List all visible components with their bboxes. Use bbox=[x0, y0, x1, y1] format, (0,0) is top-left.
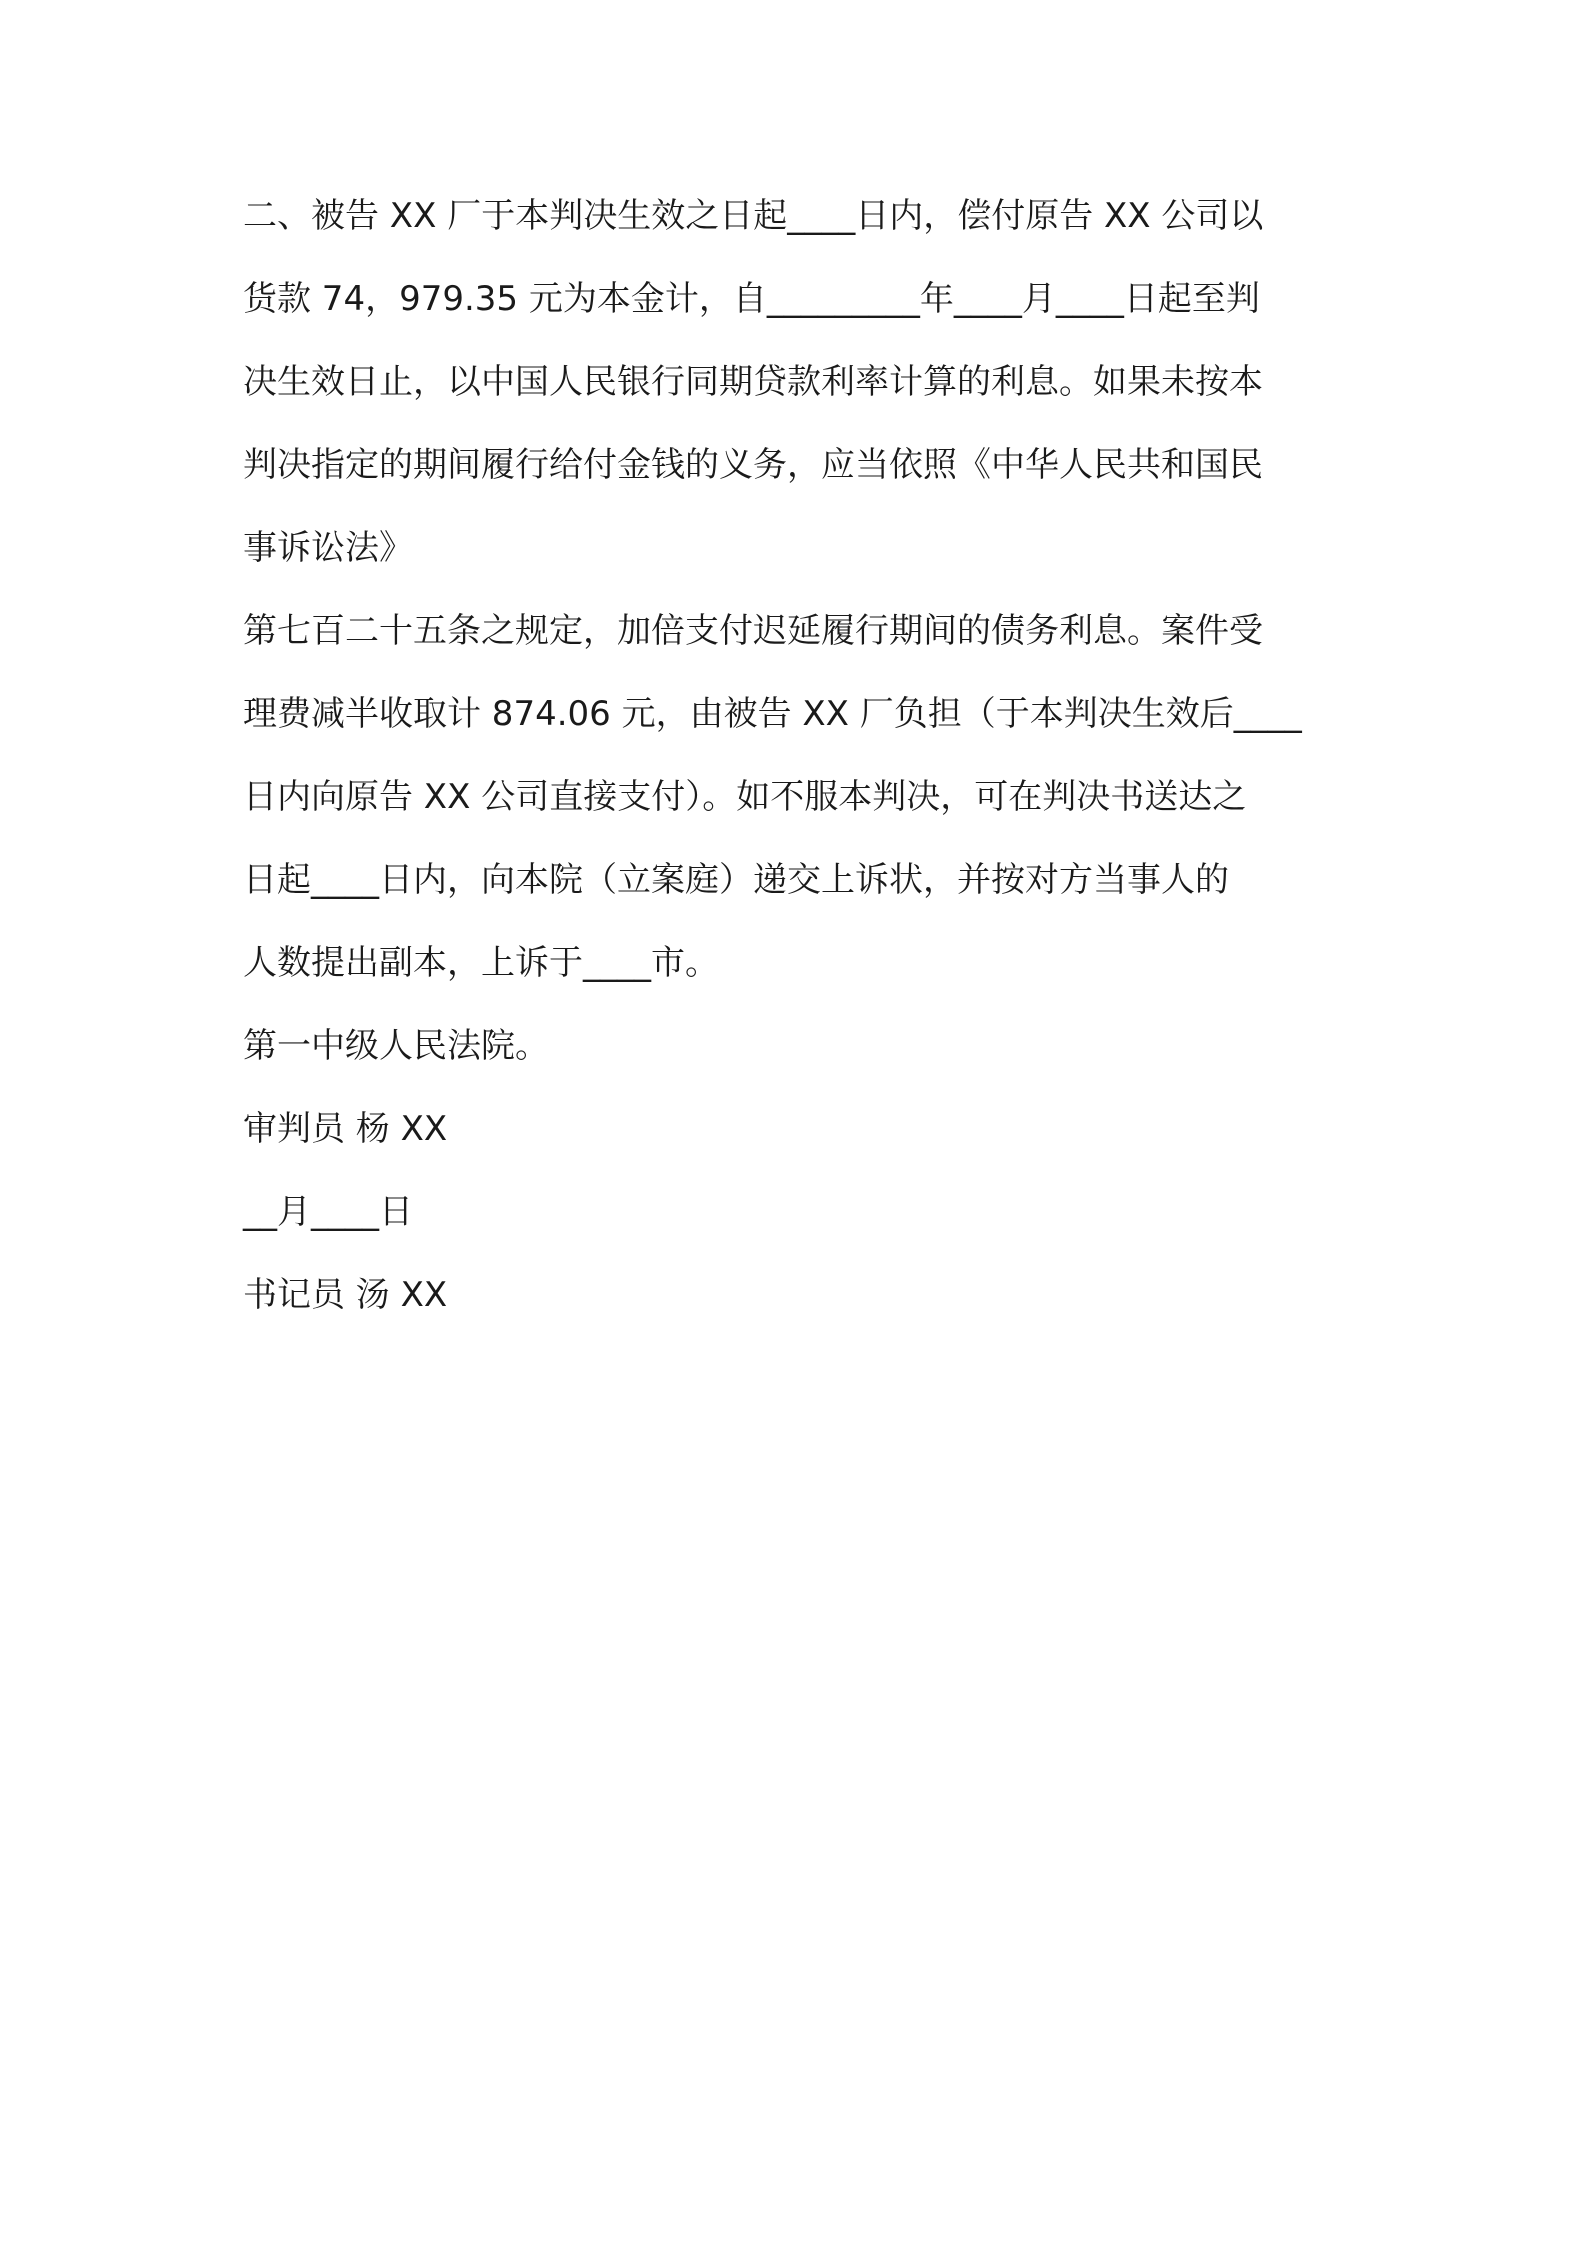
court-name: 第一中级人民法院。 bbox=[243, 1026, 549, 1066]
text-line: 货款 74，979.35 元为本金计，自_________年____月____日起至判 bbox=[243, 279, 1260, 319]
text-line: 理费减半收取计 874.06 元，由被告 XX 厂负担（于本判决生效后____ bbox=[243, 694, 1302, 734]
judgment-text bbox=[243, 196, 1363, 1315]
text-line: 决生效日止，以中国人民银行同期贷款利率计算的利息。如果未按本 bbox=[243, 362, 1263, 402]
text-line: 日内向原告 XX 公司直接支付）。如不服本判决，可在判决书送达之 bbox=[243, 777, 1247, 817]
text-line: 日起____日内，向本院（立案庭）递交上诉状，并按对方当事人的 bbox=[243, 860, 1229, 900]
clerk-signature-line: 书记员 汤 XX bbox=[243, 1275, 448, 1315]
text-line: 判决指定的期间履行给付金钱的义务，应当依照《中华人民共和国民 bbox=[243, 445, 1263, 485]
text-line: 事诉讼法》 bbox=[243, 528, 413, 568]
judge-signature-line: 审判员 杨 XX bbox=[243, 1109, 448, 1149]
text-line: 人数提出副本，上诉于____市。 bbox=[243, 943, 719, 983]
text-line: 第七百二十五条之规定，加倍支付迟延履行期间的债务利息。案件受 bbox=[243, 611, 1263, 651]
text-line: 二、被告 XX 厂于本判决生效之日起____日内，偿付原告 XX 公司以 bbox=[243, 196, 1264, 236]
date-line: __月____日 bbox=[243, 1192, 413, 1232]
